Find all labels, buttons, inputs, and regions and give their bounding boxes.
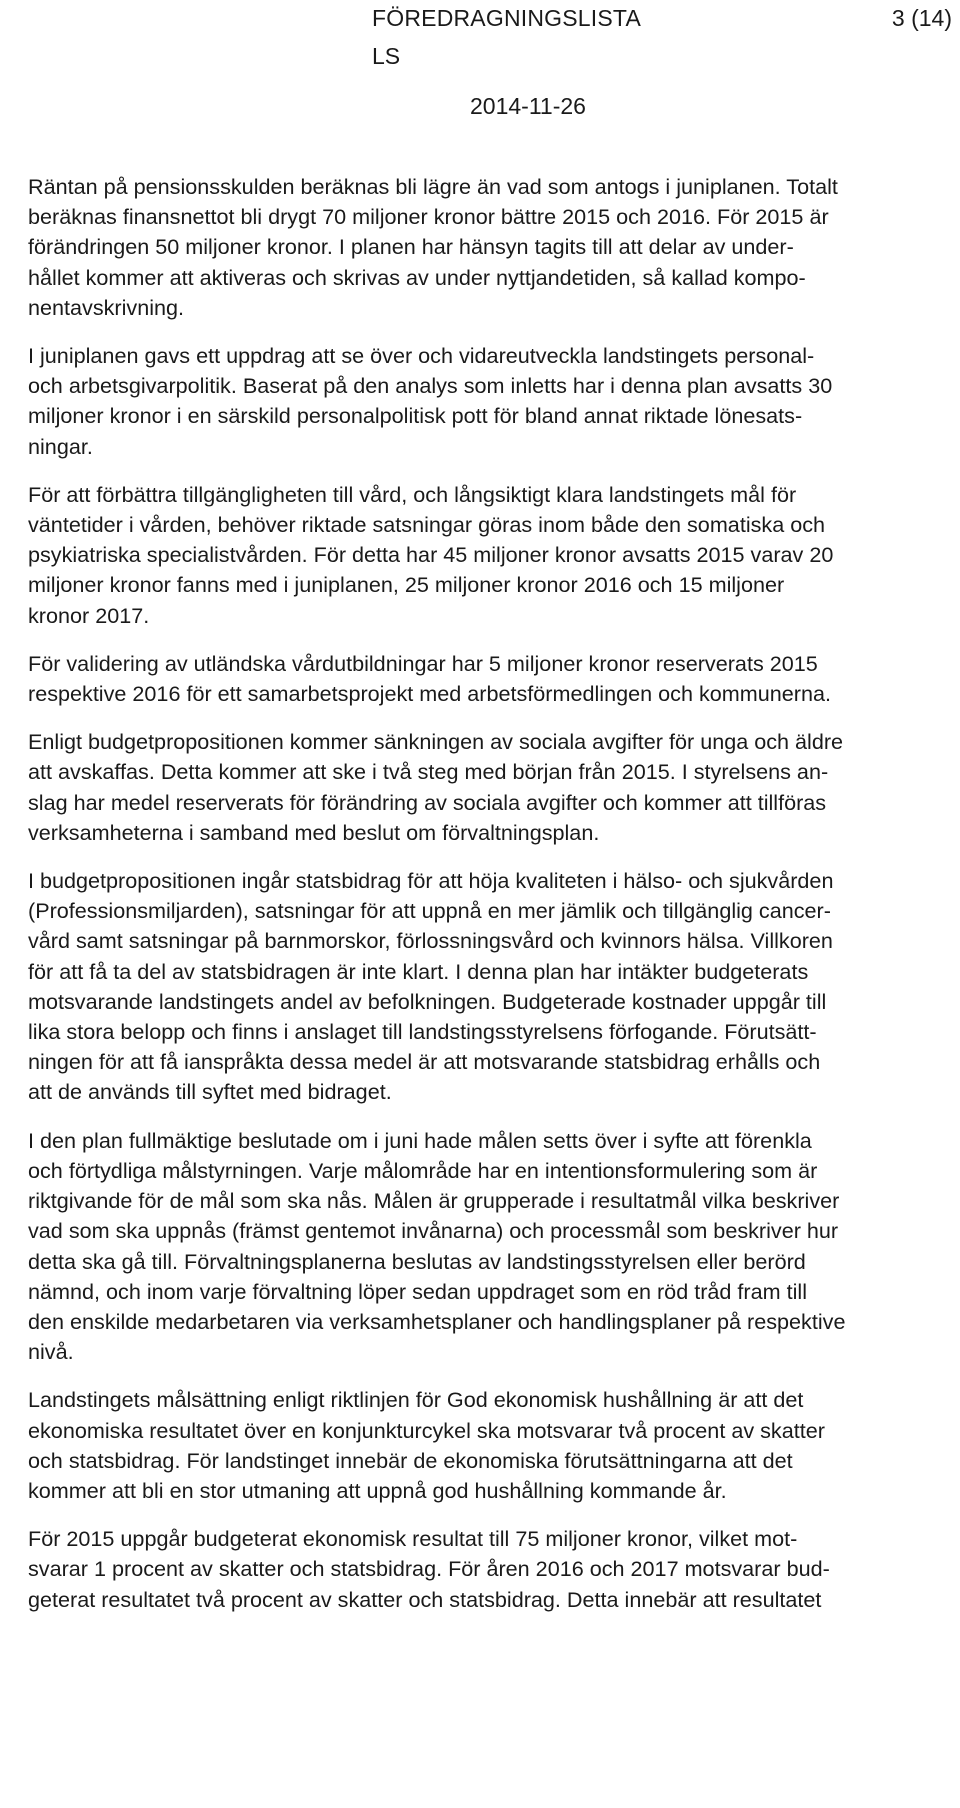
paragraph-line: och statsbidrag. För landstinget innebär de ekonomiska förutsättningarna att det: [28, 1447, 793, 1473]
paragraph-line: kommer att bli en stor utmaning att uppnå god hushållning kommande år.: [28, 1477, 727, 1503]
paragraph-line: nivå.: [28, 1339, 74, 1365]
paragraph-line: förändringen 50 miljoner kronor. I planen har hänsyn tagits till att delar av under-: [28, 234, 794, 260]
paragraph-line: motsvarande landstingets andel av befolkningen. Budgeterade kostnader uppgår till: [28, 988, 827, 1014]
paragraph-line: beräknas finansnettot bli drygt 70 miljoner kronor bättre 2015 och 2016. För 2015 är: [28, 204, 829, 230]
paragraph-line: ningar.: [28, 433, 93, 459]
paragraph-line: psykiatriska specialistvården. För detta har 45 miljoner kronor avsatts 2015 varav 20: [28, 542, 834, 568]
paragraph: [28, 1385, 928, 1506]
paragraph: [28, 1524, 928, 1615]
paragraph-line: För att förbättra tillgängligheten till vård, och långsiktigt klara landstingets mål för: [28, 481, 797, 507]
paragraph-line: för att få ta del av statsbidragen är inte klart. I denna plan har intäkter budgeterats: [28, 958, 809, 984]
paragraph-line: miljoner kronor i en särskild personalpolitisk pott för bland annat riktade lönesats-: [28, 403, 803, 429]
paragraph-line: respektive 2016 för ett samarbetsprojekt med arbetsförmedlingen och kommunerna.: [28, 681, 831, 707]
header-row: [372, 0, 952, 36]
paragraph-line: Enligt budgetpropositionen kommer sänkningen av sociala avgifter för unga och äldre: [28, 729, 844, 755]
body-code: LS: [372, 43, 401, 69]
paragraph-line: den enskilde medarbetaren via verksamhetsplaner och handlingsplaner på respektive: [28, 1308, 846, 1334]
paragraph: [28, 341, 928, 462]
paragraph-line: geterat resultatet två procent av skatter och statsbidrag. Detta innebär att resultatet: [28, 1586, 822, 1612]
paragraph: [28, 480, 928, 631]
paragraph-line: och arbetsgivarpolitik. Baserat på den analys som inletts har i denna plan avsatts 30: [28, 373, 833, 399]
paragraph-line: I juniplanen gavs ett uppdrag att se över och vidareutveckla landstingets personal-: [28, 343, 815, 369]
paragraph: [28, 727, 928, 848]
paragraph-line: För 2015 uppgår budgeterat ekonomisk resultat till 75 miljoner kronor, vilket mot-: [28, 1526, 798, 1552]
paragraph-line: kronor 2017.: [28, 602, 150, 628]
paragraph-line: vård samt satsningar på barnmorskor, förlossningsvård och kvinnors hälsa. Villkoren: [28, 928, 833, 954]
paragraph-line: (Professionsmiljarden), satsningar för att uppnå en mer jämlik och tillgänglig cancer-: [28, 898, 831, 924]
page-header: [372, 0, 952, 119]
page-number: 3 (14): [891, 5, 952, 31]
paragraph-line: Landstingets målsättning enligt riktlinjen för God ekonomisk hushållning är att det: [28, 1387, 804, 1413]
paragraph-line: ekonomiska resultatet över en konjunkturcykel ska motsvarar två procent av skatter: [28, 1417, 825, 1443]
paragraph: [28, 172, 928, 323]
paragraph-line: I budgetpropositionen ingår statsbidrag för att höja kvaliteten i hälso- och sjukvården: [28, 868, 834, 894]
paragraph-line: detta ska gå till. Förvaltningsplanerna beslutas av landstingsstyrelsen eller berörd: [28, 1248, 806, 1274]
paragraph: [28, 649, 928, 709]
paragraph-line: verksamheterna i samband med beslut om förvaltningsplan.: [28, 819, 600, 845]
document-body: [28, 172, 928, 1633]
paragraph-line: nentavskrivning.: [28, 294, 185, 320]
document-date: 2014-11-26: [470, 93, 586, 119]
paragraph-line: och förtydliga målstyrningen. Varje målområde har en intentionsformulering som är: [28, 1157, 818, 1183]
paragraph-line: vad som ska uppnås (främst gentemot invånarna) och processmål som beskriver hur: [28, 1218, 839, 1244]
paragraph-line: svarar 1 procent av skatter och statsbidrag. För åren 2016 och 2017 motsvarar bud-: [28, 1556, 830, 1582]
paragraph-line: att avskaffas. Detta kommer att ske i två steg med början från 2015. I styrelsens an-: [28, 759, 829, 785]
paragraph: [28, 866, 928, 1108]
paragraph-line: lika stora belopp och finns i anslaget till landstingsstyrelsens förfogande. Förutsätt-: [28, 1019, 817, 1045]
paragraph-line: För validering av utländska vårdutbildningar har 5 miljoner kronor reserverats 2015: [28, 650, 818, 676]
paragraph-line: Räntan på pensionsskulden beräknas bli lägre än vad som antogs i juniplanen. Totalt: [28, 174, 838, 199]
document-title: FÖREDRAGNINGSLISTA: [372, 5, 641, 31]
paragraph-line: ningen för att få ianspråkta dessa medel är att motsvarande statsbidrag erhålls och: [28, 1049, 821, 1075]
paragraph-line: nämnd, och inom varje förvaltning löper sedan uppdraget som en röd tråd fram till: [28, 1278, 807, 1304]
paragraph-line: att de används till syftet med bidraget.: [28, 1079, 392, 1105]
paragraph-line: slag har medel reserverats för förändring av sociala avgifter och kommer att tillföras: [28, 789, 827, 815]
paragraph-line: miljoner kronor fanns med i juniplanen, 25 miljoner kronor 2016 och 15 miljoner: [28, 572, 785, 598]
paragraph-line: I den plan fullmäktige beslutade om i juni hade målen setts över i syfte att förenkla: [28, 1127, 812, 1153]
paragraph: [28, 1126, 928, 1368]
paragraph-line: riktgivande för de mål som ska nås. Målen är grupperade i resultatmål vilka beskriver: [28, 1188, 840, 1214]
paragraph-line: hållet kommer att aktiveras och skrivas av under nyttjandetiden, så kallad kompo-: [28, 264, 806, 290]
paragraph-line: väntetider i vården, behöver riktade satsningar göras inom både den somatiska och: [28, 512, 826, 538]
